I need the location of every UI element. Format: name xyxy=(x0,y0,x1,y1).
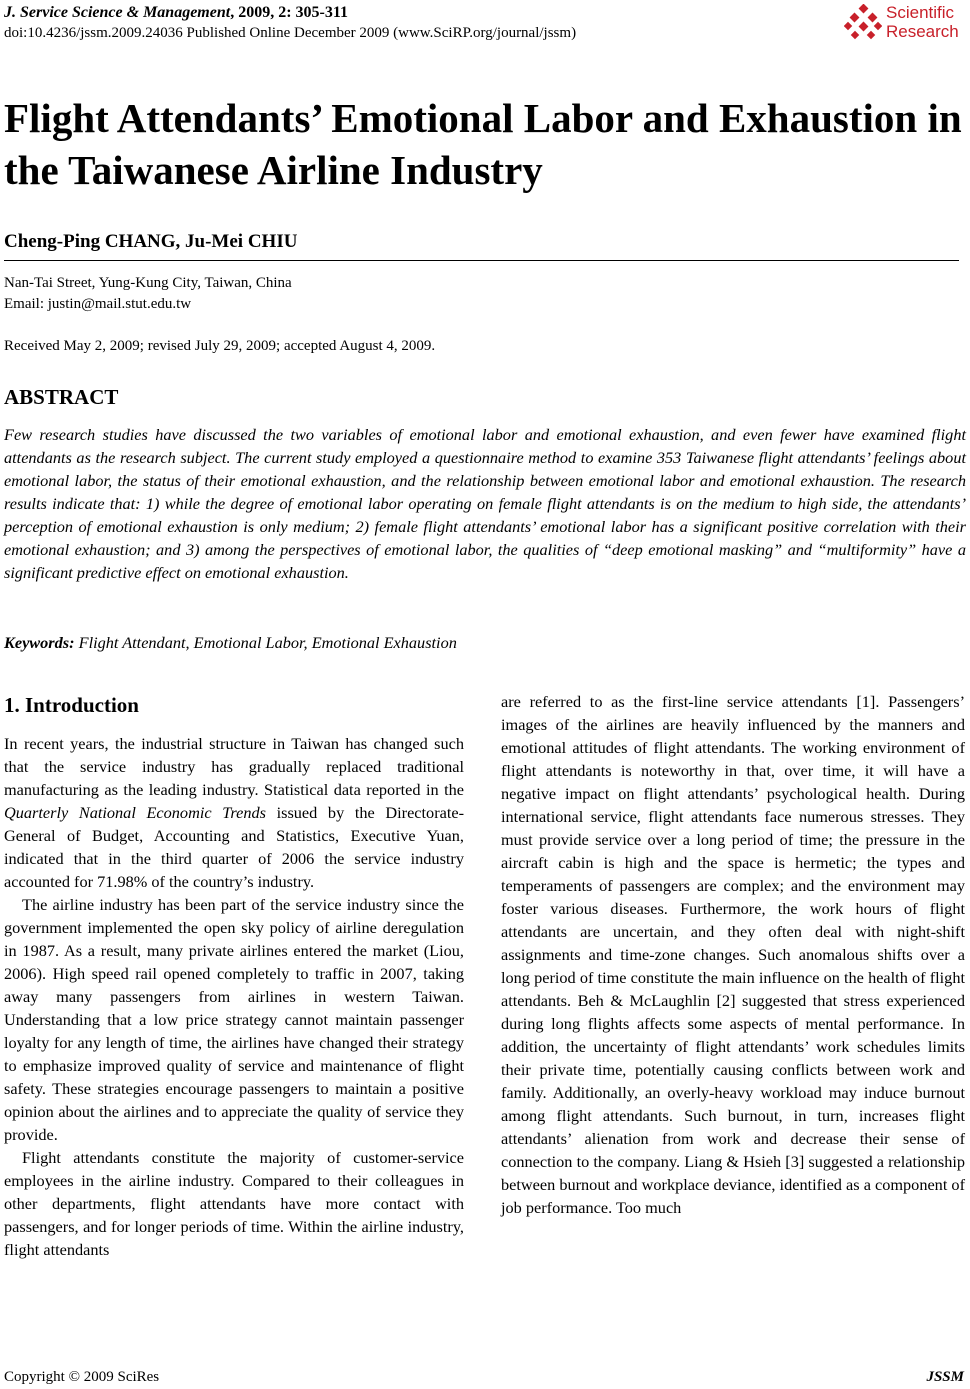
paragraph: are referred to as the first-line service attendants [1]. Passengers’ images of the airlines are heavily influenced by the manners and emotional attitudes of flight attendants. The working environment of flight attendants is noteworthy in that, over time, it will have a negative impact on flight attendants’ psychological health. During international service, flight attendants face numerous stresses. They must provide service over a long period of time; the pressure in the aircraft cabin is high and the space is hermetic; the types and temperaments of passengers are complex; and the environment may foster various diseases. Furthermore, the work hours of flight attendants are uncertain, and they often deal with night-shift assignments and time-zone changes. Such anomalous shifts over a long period of time constitute the main influence on the health of flight attendants. Beh & McLaughlin [2] suggested that stress experienced during long flights affects some aspects of mental performance. In addition, the uncertainty of flight attendants’ work schedules limits their private time, potentially causing conflicts between work and family. Additionally, an overly-heavy workload may induce burnout among flight attendants. Such burnout, in turn, increases flight attendants’ alienation from work and decrease their sense of connection to the company. Liang & Hsieh [3] suggested a relationship between burnout and workplace deviance, identified as a component of job performance. Too much xyxy=(501,692,965,1217)
paragraph-text: issued by the Directorate-General of Budget, Accounting and Statistics, Executive Yuan, indicated that in the third quarter of 2006 the service industry accounted for 71.98% of the country’s industry. xyxy=(4,803,465,891)
report-title: Quarterly National Economic Trends xyxy=(4,803,266,822)
received-dates: Received May 2, 2009; revised July 29, 2009; accepted August 4, 2009. xyxy=(4,338,436,354)
affiliation-address: Nan-Tai Street, Yung-Kung City, Taiwan, China xyxy=(4,275,292,291)
journal-name: J. Service Science & Management xyxy=(4,4,231,21)
keywords-label: Keywords xyxy=(4,633,70,652)
section-heading: 1. Introduction xyxy=(4,693,139,717)
publisher-logo xyxy=(844,2,964,46)
title-divider xyxy=(4,260,959,261)
abstract-heading: ABSTRACT xyxy=(4,385,119,409)
logo-mark-icon xyxy=(844,4,882,42)
footer-copyright: Copyright © 2009 SciRes xyxy=(4,1369,160,1385)
paper-title: Flight Attendants’ Emotional Labor and Exhaustion in the Taiwanese Airline Industry xyxy=(4,95,962,193)
paragraph-text: In recent years, the industrial structure in Taiwan has changed such that the service industry has gradually replaced traditional manufacturing as the leading industry. Statistical data reported in the xyxy=(4,734,464,799)
logo-text-line1: Scientific xyxy=(886,3,955,22)
doi-line: doi:10.4236/jssm.2009.24036 Published Online December 2009 (www.SciRP.org/journal/jssm) xyxy=(4,25,577,41)
author-email: Email: justin@mail.stut.edu.tw xyxy=(4,296,192,312)
paragraph: The airline industry has been part of the service industry since the government implemented the open sky policy of airline deregulation in 1987. As a result, many private airlines entered the market (Liou, 2006). High speed rail opened completely to traffic in 2007, taking away many passengers from airlines in western Taiwan. Understanding that a low price strategy cannot maintain passenger loyalty for any length of time, the airlines have changed their strategy to emphasize improved quality of service and maintenance of flight safety. These strategies encourage passengers to maintain a positive opinion about the airlines and to appreciate the quality of service they provide. xyxy=(4,895,464,1144)
paragraph xyxy=(4,732,464,893)
journal-citation xyxy=(4,3,348,23)
right-column xyxy=(501,690,965,1219)
logo-text-line2: Research xyxy=(886,22,959,41)
keywords-separator: : xyxy=(69,633,79,652)
abstract-text: Few research studies have discussed the two variables of emotional labor and emotional exhaustion, and even fewer have examined flight attendants as the research subject. The current study employed a questionnaire method to examine 353 Taiwanese flight attendants’ feelings about emotional labor, the status of their emotional exhaustion, and the relationship between emotional labor and emotional exhaustion. The research results indicate that: 1) while the degree of emotional labor operating on female flight attendants is on the medium to high side, the attendants’ perception of emotional exhaustion is only medium; 2) female flight attendants’ emotional labor has a significant positive correlation with their emotional exhaustion; and 3) among the perspectives of emotional labor, the qualities of “deep emotional masking” and “multiformity” have a significant predictive effect on emotional exhaustion. xyxy=(4,425,966,582)
paragraph: Flight attendants constitute the majority of customer-service employees in the airline industry. Compared to their colleagues in other departments, flight attendants have more contact with passengers, and for longer periods of time. Within the airline industry, flight attendants xyxy=(4,1148,464,1259)
keywords-value: Flight Attendant, Emotional Labor, Emotional Exhaustion xyxy=(78,633,457,652)
journal-issue: , 2009, 2: 305-311 xyxy=(230,4,348,21)
keywords xyxy=(4,632,457,654)
authors: Cheng-Ping CHANG, Ju-Mei CHIU xyxy=(4,231,298,252)
left-column xyxy=(4,732,464,1261)
footer-journal-abbr: JSSM xyxy=(926,1369,964,1385)
